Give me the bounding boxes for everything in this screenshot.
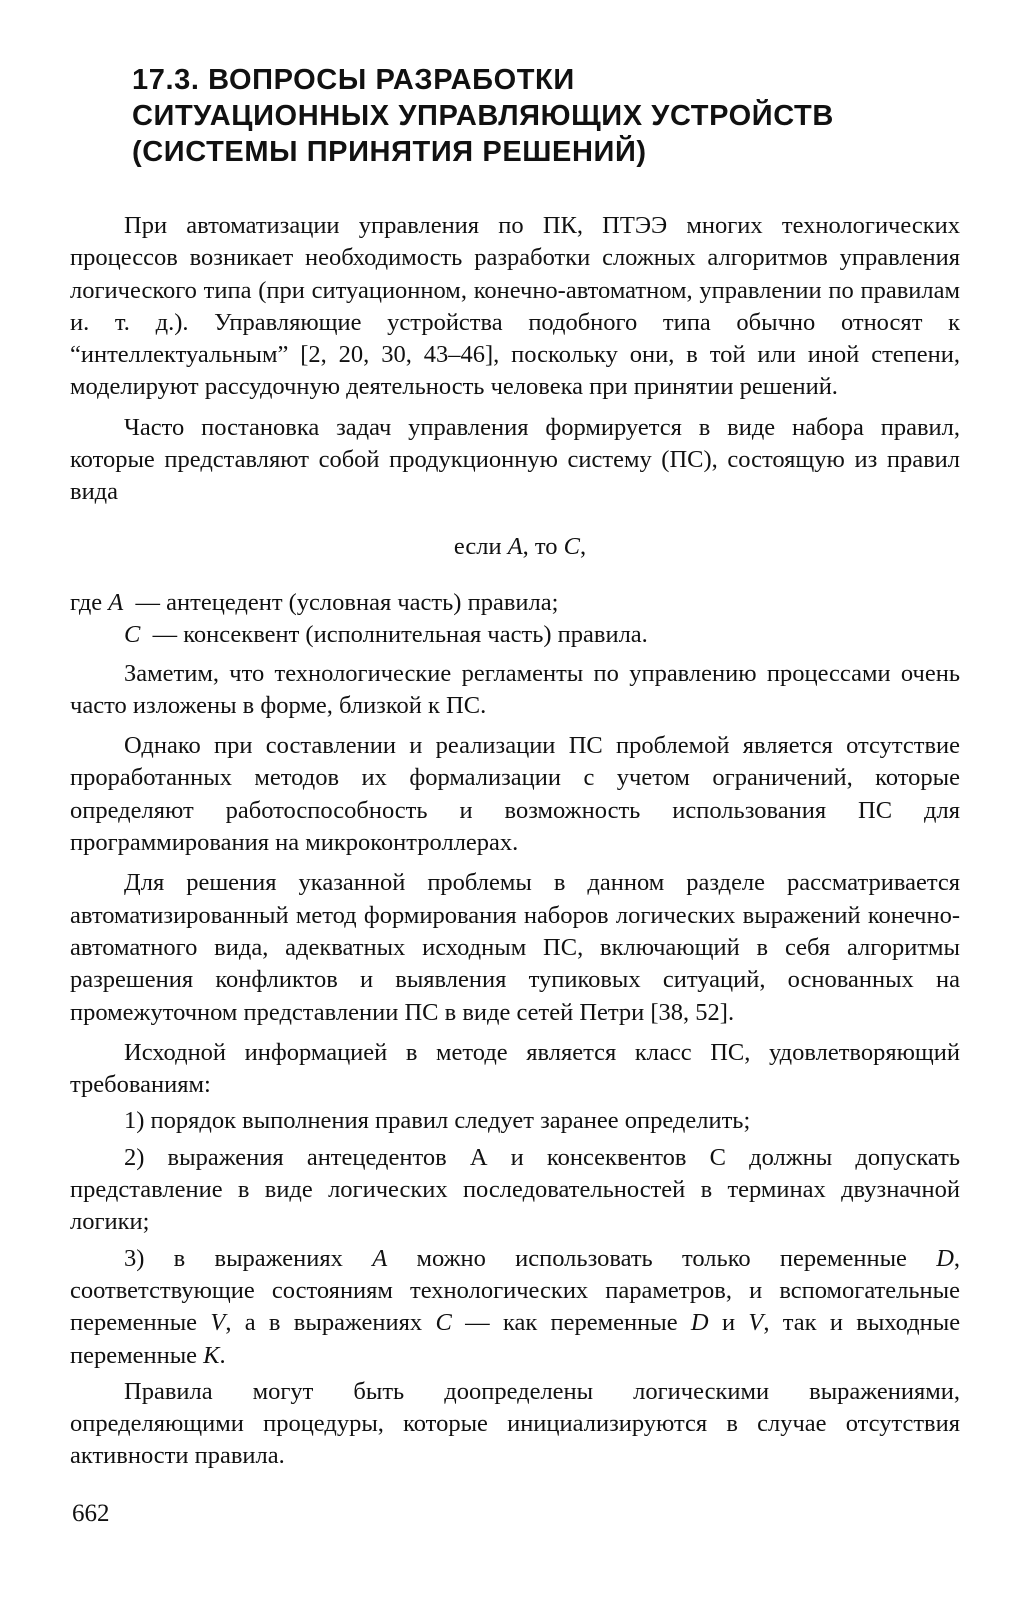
body-text: [70, 210, 960, 1473]
item3-var-d2: D: [690, 1309, 709, 1337]
page-number: 662: [72, 1500, 110, 1527]
definition-where: где: [70, 588, 103, 616]
section-heading: [132, 62, 960, 170]
definition-c: [70, 619, 960, 651]
item3-text-3: , соответствующие состояниям технологических параметров, и вспомогательные переменные: [70, 1244, 961, 1337]
heading-line-3: (СИСТЕМЫ ПРИНЯТИЯ РЕШЕНИЙ): [132, 136, 647, 168]
paragraph-problem: Однако при составлении и реализации ПС проблемой является отсутствие проработанных методов их формализации с учетом ограничений, которые определяют работоспособность и возможность использования ПС для программирования на микроконтроллерах.: [70, 732, 960, 857]
paragraph-regulations: Заметим, что технологические регламенты по управлению процессами очень часто изложены в форме, близкой к ПС.: [70, 659, 960, 719]
formula-end: ,: [580, 532, 587, 560]
paragraph-requirements: Исходной информацией в методе является класс ПС, удовлетворяющий требованиям:: [70, 1038, 960, 1099]
definition-a: [70, 587, 960, 619]
heading-line-1: 17.3. ВОПРОСЫ РАЗРАБОТКИ: [132, 64, 575, 96]
item3-var-v2: V: [748, 1309, 764, 1337]
paragraph-rules: Часто постановка задач управления формируется в виде набора правил, которые представляют собой продукционную систему (ПС), состоящую из правил вида: [70, 413, 960, 506]
formula-c: C: [563, 532, 581, 560]
paragraph-conclusion: Правила могут быть доопределены логическими выражениями, определяющими процедуры, которые инициализируются в случае отсутствия активности правила.: [70, 1377, 960, 1470]
item3-var-v: V: [210, 1309, 226, 1337]
list-item-3: [70, 1243, 960, 1372]
formula-comma: ,: [522, 532, 529, 560]
item3-var-k: K: [203, 1341, 220, 1369]
page-content: [70, 62, 960, 1481]
item3-text-4: , а в выражениях: [225, 1309, 423, 1337]
formula-if: если: [453, 532, 502, 560]
list-item-2: 2) выражения антецедентов А и консеквентов С должны допускать представление в виде логических последовательностей в терминах двузначной логики;: [70, 1143, 960, 1236]
item3-text-2: можно использовать только переменные: [416, 1244, 907, 1272]
definition-c-symbol: C: [124, 621, 141, 649]
paragraph-intro: При автоматизации управления по ПК, ПТЭЭ многих технологических процессов возникает необходимость разработки сложных алгоритмов управления логического типа (при ситуационном, конечно-автоматном, управлении по правилам и. т. д.). Управляющие устройства подобного типа обычно относят к “интеллектуальным” [2, 20, 30, 43–46], поскольку они, в той или иной степени, моделируют рассудочную деятельность человека при принятии решений.: [70, 212, 960, 401]
list-item-1: 1) порядок выполнения правил следует заранее определить;: [124, 1107, 751, 1135]
paragraph-method: Для решения указанной проблемы в данном разделе рассматривается автоматизированный метод формирования наборов логических выражений конечно-автоматного вида, адекватных исходным ПС, включающий в себя алгоритмы разрешения конфликтов и выявления тупиковых ситуаций, основанных на промежуточном представлении ПС в виде сетей Петри [38, 52].: [70, 869, 960, 1026]
definition-c-text: — консеквент (исполнительная часть) правила.: [152, 621, 648, 649]
item3-text-7: , так и выходные переменные: [70, 1309, 961, 1369]
definition-a-text: — антецедент (условная часть) правила;: [135, 588, 559, 616]
item3-text-5: — как переменные: [465, 1309, 678, 1337]
item3-var-d: D: [936, 1244, 954, 1272]
heading-line-2: СИТУАЦИОННЫХ УПРАВЛЯЮЩИХ УСТРОЙСТВ: [132, 100, 834, 132]
item3-text-8: .: [219, 1341, 226, 1369]
formula-a: A: [507, 532, 523, 560]
item3-text-6: и: [721, 1309, 736, 1337]
item3-text-1: 3) в выражениях: [124, 1244, 343, 1272]
item3-var-c: C: [435, 1309, 452, 1337]
definition-a-symbol: A: [108, 588, 124, 616]
item3-var-a: A: [372, 1244, 388, 1272]
rule-formula: [70, 531, 960, 563]
formula-then: то: [534, 532, 558, 560]
